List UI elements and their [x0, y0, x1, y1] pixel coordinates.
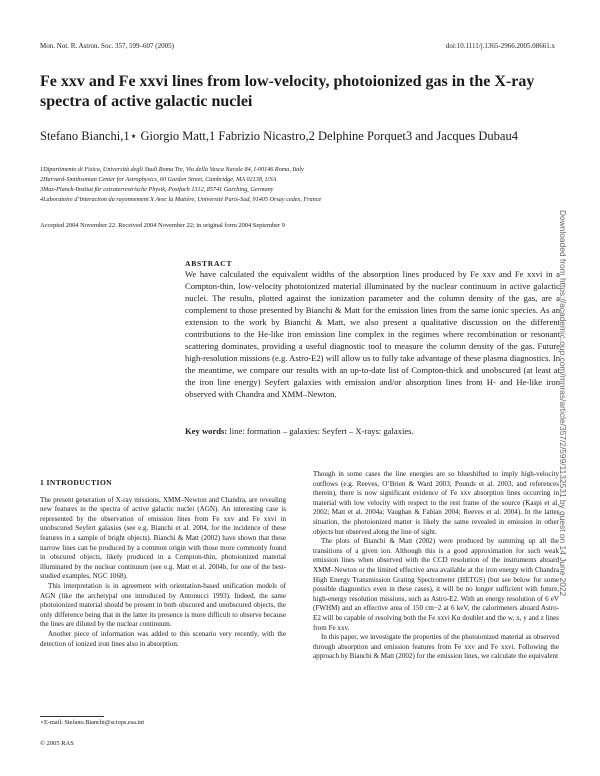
journal-citation: Mon. Not. R. Astron. Soc. 357, 599–607 (2005) — [40, 42, 174, 50]
paragraph: The present generation of X-ray missions, XMM–Newton and Chandra, are revealing new features in the spectra of active galactic nuclei (AGN). An interesting case is represented by the observation of emission lines from Fe xxv and Fe xxvi in unobscured Seyfert galaxies (see e.g. Bianchi et al. 2004, for the incidence of these features in a sample of bright objects). Bianchi & Matt (2002) have shown that these narrow lines can be produced by a common origin with those more commonly found in obscured objects, likely produced in a Compton-thin, photoionized material illuminated by the nuclear continuum (see e.g. Matt et al. 2004b, for one of the best-studied examples, NGC 1068). — [40, 495, 286, 581]
right-column — [313, 470, 559, 662]
footnote: ⋆E-mail: Stefano.Bianchi@sciops.esa.int — [40, 719, 145, 726]
keywords-label: Key words: — [185, 426, 228, 436]
paragraph: In this paper, we investigate the properties of the photoionized material as observed through absorption and emission features from Fe xxv and Fe xxvi. Following the approach by Bianchi & Matt (2002) for the emission lines, we calculate the equivalent — [313, 633, 559, 661]
paragraph: Though in some cases the line energies are so blueshifted to imply high-velocity outflows (e.g. Reeves, O’Brien & Ward 2003; Pounds et al. 2003, and references therein), there is now significant evidence of Fe xxv absorption lines occurring in material with low velocity with respect to the rest frame of the source (Kaspi et al. 2002; Matt et al. 2004a; Vaughan & Fabian 2004; Reeves et al. 2004). In the latter situation, the photoionized matter is likely the same revealed in emission in other objects but observed along the line of sight. — [313, 470, 559, 536]
left-column — [40, 472, 286, 649]
keywords — [185, 425, 560, 437]
paper-title: Fe xxv and Fe xxvi lines from low-velocity, photoionized gas in the X-ray spectra of active galactic nuclei — [40, 73, 535, 110]
section-heading: 1 INTRODUCTION — [40, 478, 113, 487]
publication-dates: Accepted 2004 November 22. Received 2004 November 22; in original form 2004 September 9 — [40, 222, 285, 229]
affiliation-4: 4Laboratoire d’Interaction du rayonnement X Avec la Matière, Université Paris-Sud, 91405 Orsay cedex, France — [40, 196, 322, 203]
abstract-heading: ABSTRACT — [185, 259, 233, 268]
author-list: Stefano Bianchi,1⋆ Giorgio Matt,1 Fabrizio Nicastro,2 Delphine Porquet3 and Jacques Dubau4 — [40, 129, 518, 143]
affiliation-2: 2Harvard-Smithsonian Center for Astrophysics, 60 Garden Street, Cambridge, MA 02138, USA — [40, 176, 277, 183]
footnote-divider — [40, 716, 104, 717]
affiliations — [40, 165, 560, 205]
download-watermark — [556, 210, 570, 670]
affiliation-3: 3Max-Planck-Institut für extraterrestrische Physik, Postfach 1312, 85741 Garching, Germany — [40, 186, 274, 193]
copyright: © 2005 RAS — [40, 740, 74, 747]
keywords-text: line: formation – galaxies: Seyfert – X-rays: galaxies. — [229, 426, 414, 436]
paragraph: This interpretation is in agreement with orientation-based unification models of AGN (like the archetypal one introduced by Antonucci 1993). Indeed, the same photoionized material should be present in both obscured and unobscured objects, the only difference being that in the latter its presence is more difficult to observe because the lines are diluted by the nuclear continuum. — [40, 581, 286, 629]
abstract-text: We have calculated the equivalent widths of the absorption lines produced by Fe xxv and Fe xxvi in a Compton-thin, low-velocity photoionized material illuminated by the nuclear continuum in active galactic nuclei. The results, plotted against the ionization parameter and the column density of the gas, are a complement to those presented by Bianchi & Matt for the emission lines from the same ionic species. As an extension to the work by Bianchi & Matt, we also present a qualitative discussion on the different contributions to the He-like iron emission line complex in the regimes where recombination or resonant scattering dominates, providing a useful diagnostic tool to measure the column density of the gas. Future high-resolution missions (e.g. Astro-E2) will allow us to fully take advantage of these plasma diagnostics. In the meantime, we compare our results with an up-to-date list of Compton-thick and unobscured (at least at the iron line energy) Seyfert galaxies with emission and/or absorption lines from H- and He-like iron observed with Chandra and XMM–Newton. — [185, 269, 560, 399]
paragraph: The plots of Bianchi & Matt (2002) were produced by summing up all the transitions of a given ion. Although this is a good approximation for such weak emission lines when observed with the CCD resolution of the instruments aboard XMM–Newton or the limited effective area available at the iron energy with Chandra High Energy Transmission Grating Spectrometer (HETGS) (but see below for some possible diagnostics even in these cases), it will be no longer sufficient with future, high-energy resolution missions, such as Astro-E2. With an energy resolution of 6 eV (FWHM) and an effective area of 150 cm−2 at 6 keV, the calorimeters aboard Astro-E2 will be capable of resolving both the Fe xxvi Kα doublet and the w, x, y and z lines from Fe xxv. — [313, 537, 559, 632]
doi: doi:10.1111/j.1365-2966.2005.08661.x — [445, 42, 555, 50]
paragraph: Another piece of information was added to this scenario very recently, with the detection of ionized iron lines also in absorption. — [40, 629, 286, 648]
download-watermark-text: Downloaded from https://academic.oup.com/mnras/article/357/2/599/1132531 by guest on 14 June 2022 — [558, 210, 568, 597]
affiliation-1: 1Dipartimento di Fisica, Università degli Studi Roma Tre, Via della Vasca Navale 84, I-00146 Roma, Italy — [40, 166, 304, 173]
